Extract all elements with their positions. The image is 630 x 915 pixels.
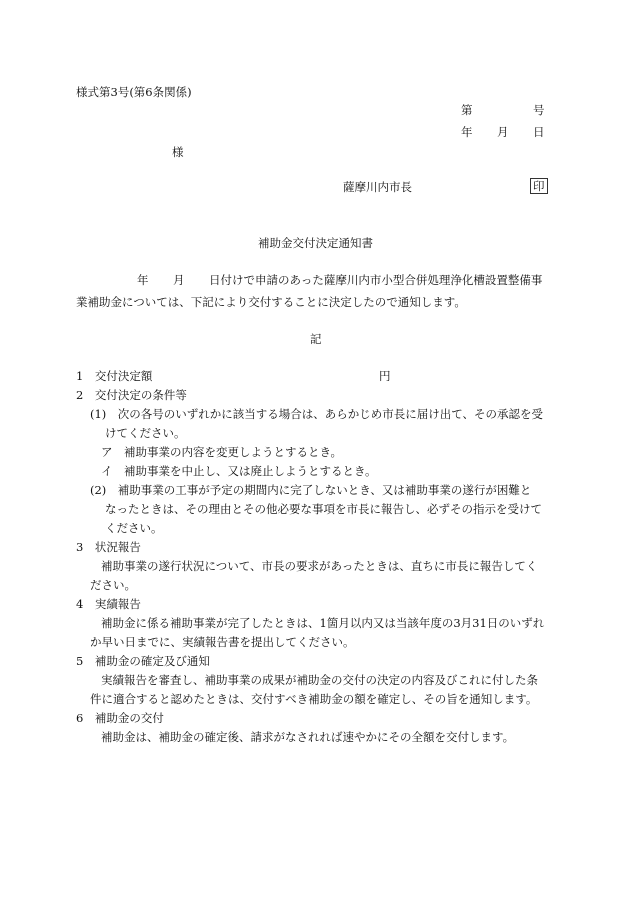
date-month: 月	[497, 125, 509, 139]
item-1-heading: 1 交付決定額	[76, 369, 153, 383]
item-4-heading: 4 実績報告	[76, 597, 141, 611]
condition-1-line1: (1) 次の各号のいずれかに該当する場合は、あらかじめ市長に届け出て、その承認を受	[90, 407, 544, 421]
issuer-name: 薩摩川内市長	[343, 180, 412, 194]
intro-line1: 日付けで申請のあった薩摩川内市小型合併処理浄化槽設置整備事	[209, 273, 543, 287]
status-report-line2: ださい。	[90, 578, 136, 592]
form-label: 様式第3号(第6条関係)	[76, 85, 192, 99]
document-title: 補助金交付決定通知書	[258, 236, 373, 250]
condition-2-line2: なったときは、その理由とその他必要な事項を市長に報告し、必ずその指示を受けて	[105, 502, 542, 516]
condition-2-line1: (2) 補助事業の工事が予定の期間内に完了しないとき、又は補助事業の遂行が困難と	[90, 483, 532, 497]
seal-mark	[530, 178, 548, 194]
confirmation-line1: 実績報告を審査し、補助事業の成果が補助金の交付の決定の内容及びこれに付した条	[101, 673, 538, 687]
condition-1-i: イ 補助事業を中止し、又は廃止しようとするとき。	[101, 464, 377, 478]
confirmation-line2: 件に適合すると認めたときは、交付すべき補助金の額を確定し、その旨を通知します。	[90, 692, 538, 706]
payment-line1: 補助金は、補助金の確定後、請求がなされれば速やかにその全額を交付します。	[101, 730, 515, 744]
addressee-suffix: 様	[172, 145, 184, 159]
intro-year: 年	[137, 273, 149, 287]
result-report-line2: か早い日までに、実績報告書を提出してください。	[90, 635, 355, 649]
item-1-unit: 円	[379, 369, 391, 383]
intro-line2: 業補助金については、下記により交付することに決定したので通知します。	[76, 295, 466, 309]
ki-marker: 記	[310, 332, 322, 346]
seal-text: 印	[530, 178, 548, 194]
doc-number-suffix: 号	[533, 103, 545, 117]
date-year: 年	[461, 125, 473, 139]
item-6-heading: 6 補助金の交付	[76, 711, 164, 725]
condition-1-line2: けてください。	[105, 426, 186, 440]
condition-2-line3: ください。	[105, 521, 163, 535]
result-report-line1: 補助金に係る補助事業が完了したときは、1箇月以内又は当該年度の3月31日のいずれ	[101, 616, 545, 630]
intro-month: 月	[173, 273, 185, 287]
status-report-line1: 補助事業の遂行状況について、市長の要求があったときは、直ちに市長に報告してく	[101, 559, 538, 573]
condition-1-a: ア 補助事業の内容を変更しようとするとき。	[101, 445, 343, 459]
item-5-heading: 5 補助金の確定及び通知	[76, 654, 210, 668]
item-2-heading: 2 交付決定の条件等	[76, 388, 187, 402]
date-day: 日	[533, 125, 545, 139]
item-3-heading: 3 状況報告	[76, 540, 141, 554]
doc-number-prefix: 第	[461, 103, 473, 117]
